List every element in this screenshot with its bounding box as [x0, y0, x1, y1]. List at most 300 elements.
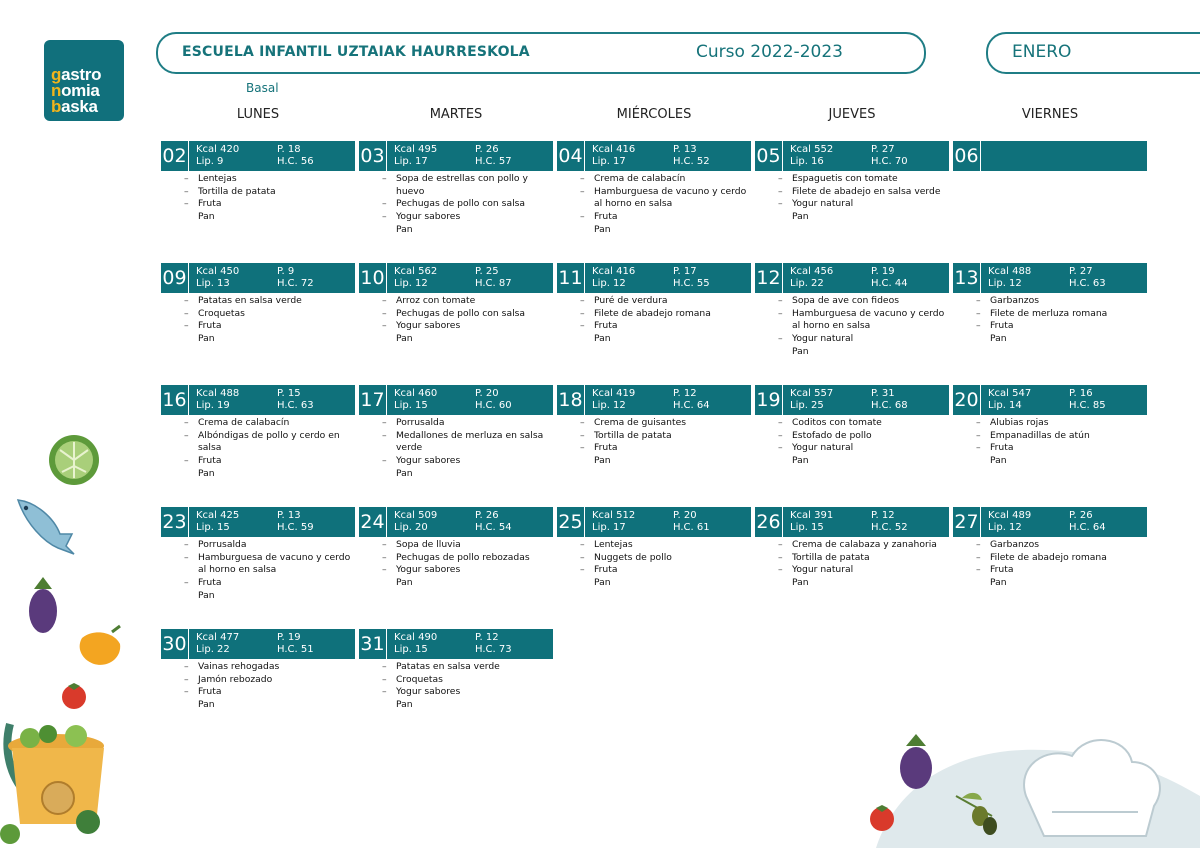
dish-item [359, 455, 553, 468]
dash-bullet-icon: – [382, 551, 387, 563]
kcal-value: Kcal 391 [790, 510, 834, 521]
dash-bullet-icon: – [184, 429, 189, 441]
dash-bullet-icon: – [778, 185, 783, 197]
dish-item [755, 333, 949, 346]
dish-name: Croquetas [396, 673, 443, 685]
dish-list [359, 661, 553, 712]
dish-name: Pan [396, 467, 413, 479]
dash-bullet-icon: – [778, 539, 783, 550]
dash-bullet-icon: – [976, 307, 981, 319]
dish-list [755, 295, 949, 359]
nutrition-bar [359, 507, 553, 537]
dish-name: Patatas en salsa verde [396, 661, 500, 672]
kcal-value: Kcal 456 [790, 266, 834, 277]
dish-name: Pechugas de pollo con salsa [396, 198, 526, 210]
eggplant-illustration-2 [896, 730, 938, 790]
protein-value: P. 9 [277, 266, 295, 277]
dash-bullet-icon: – [382, 320, 387, 332]
protein-value: P. 31 [871, 388, 895, 399]
dish-item [161, 186, 355, 199]
day-number: 26 [755, 507, 783, 537]
fish-illustration [14, 494, 76, 558]
dash-bullet-icon: – [184, 455, 189, 467]
dish-item [953, 442, 1147, 455]
lipids-value: Lip. 25 [790, 400, 824, 411]
dish-item [161, 577, 355, 590]
nutrition-bar [161, 507, 355, 537]
dish-list [953, 539, 1147, 590]
dish-item [161, 308, 355, 321]
nutrition-bar [557, 385, 751, 415]
protein-value: P. 20 [673, 510, 697, 521]
dish-name: Pan [396, 577, 413, 589]
dish-name: Pan [990, 577, 1007, 589]
protein-value: P. 27 [1069, 266, 1093, 277]
dish-name: Yogur sabores [396, 455, 461, 467]
protein-value: P. 12 [871, 510, 895, 521]
day-number: 02 [161, 141, 189, 171]
dash-bullet-icon: – [184, 686, 189, 698]
dash-bullet-icon: – [580, 320, 585, 332]
dash-bullet-icon: – [580, 442, 585, 454]
menu-day-card [755, 141, 949, 224]
protein-value: P. 27 [871, 144, 895, 155]
dish-name: Espaguetis con tomate [792, 173, 898, 184]
dish-item [953, 552, 1147, 565]
dish-name: Yogur sabores [396, 564, 461, 576]
day-number: 18 [557, 385, 585, 415]
nutrition-bar [953, 385, 1147, 415]
dish-name: Fruta [990, 442, 1014, 454]
dish-name: Nuggets de pollo [594, 551, 672, 563]
dish-item [359, 224, 553, 237]
dish-list [359, 295, 553, 346]
menu-day-card [557, 263, 751, 346]
dash-bullet-icon: – [778, 551, 783, 563]
menu-day-card [557, 141, 751, 237]
dash-bullet-icon: – [382, 211, 387, 223]
dash-bullet-icon: – [778, 333, 783, 345]
dash-bullet-icon: – [382, 455, 387, 467]
dish-name: Sopa de ave con fideos [792, 295, 899, 306]
dash-bullet-icon: – [184, 661, 189, 672]
dish-item [755, 442, 949, 455]
day-number: 23 [161, 507, 189, 537]
kcal-value: Kcal 477 [196, 632, 240, 643]
dish-name: Hamburguesa de vacuno y cerdo al horno en salsa [594, 185, 747, 210]
dish-item [359, 430, 553, 455]
carbs-value: H.C. 57 [475, 156, 512, 167]
nutrition-bar [755, 507, 949, 537]
dish-item [557, 417, 751, 430]
dish-name: Fruta [594, 320, 618, 332]
lipids-value: Lip. 14 [988, 400, 1022, 411]
kcal-value: Kcal 460 [394, 388, 438, 399]
dish-name: Fruta [594, 211, 618, 223]
dish-item [161, 173, 355, 186]
nutrition-bar [953, 507, 1147, 537]
dish-item [359, 333, 553, 346]
dish-name: Pan [396, 333, 413, 345]
dash-bullet-icon: – [580, 564, 585, 576]
day-number: 16 [161, 385, 189, 415]
kcal-value: Kcal 495 [394, 144, 438, 155]
dish-name: Tortilla de patata [792, 551, 870, 563]
kcal-value: Kcal 425 [196, 510, 240, 521]
kcal-value: Kcal 488 [988, 266, 1032, 277]
lipids-value: Lip. 12 [592, 278, 626, 289]
dash-bullet-icon: – [580, 211, 585, 223]
dash-bullet-icon: – [382, 661, 387, 672]
dish-item [557, 442, 751, 455]
nutrition-bar [557, 263, 751, 293]
nutrition-bar [359, 141, 553, 171]
dish-item [359, 198, 553, 211]
dish-item [161, 320, 355, 333]
day-number: 17 [359, 385, 387, 415]
dish-item [359, 674, 553, 687]
dish-item [161, 455, 355, 468]
kcal-value: Kcal 419 [592, 388, 636, 399]
nutrition-bar [161, 263, 355, 293]
dish-name: Pan [198, 467, 215, 479]
menu-day-card [161, 629, 355, 712]
dash-bullet-icon: – [184, 295, 189, 306]
nutrition-bar [953, 263, 1147, 293]
weekday-header-friday: VIERNES [1021, 107, 1079, 122]
dish-item [755, 308, 949, 333]
kcal-value: Kcal 420 [196, 144, 240, 155]
carbs-value: H.C. 63 [1069, 278, 1106, 289]
day-number: 31 [359, 629, 387, 659]
dish-name: Pan [198, 211, 215, 223]
protein-value: P. 26 [475, 510, 499, 521]
nutrition-bar [359, 263, 553, 293]
dish-name: Garbanzos [990, 295, 1040, 306]
lipids-value: Lip. 15 [394, 400, 428, 411]
menu-day-card [953, 263, 1147, 346]
dash-bullet-icon: – [580, 295, 585, 306]
dash-bullet-icon: – [184, 185, 189, 197]
lipids-value: Lip. 22 [790, 278, 824, 289]
protein-value: P. 19 [871, 266, 895, 277]
nutrition-bar [359, 629, 553, 659]
dash-bullet-icon: – [976, 551, 981, 563]
dish-item [755, 186, 949, 199]
gastronomia-baska-logo [44, 40, 124, 121]
carbs-value: H.C. 63 [277, 400, 314, 411]
nutrition-bar [755, 263, 949, 293]
dish-item [953, 430, 1147, 443]
protein-value: P. 26 [475, 144, 499, 155]
dish-name: Yogur natural [792, 198, 854, 210]
dish-item [755, 552, 949, 565]
dish-list [161, 661, 355, 712]
dish-item [161, 417, 355, 430]
protein-value: P. 13 [673, 144, 697, 155]
dish-item [755, 564, 949, 577]
dish-item [557, 333, 751, 346]
dish-item [755, 455, 949, 468]
dish-item [755, 539, 949, 552]
dish-name: Fruta [198, 198, 222, 210]
dish-name: Lentejas [198, 173, 237, 184]
dish-name: Pan [792, 577, 809, 589]
dish-name: Pan [594, 455, 611, 467]
dash-bullet-icon: – [382, 673, 387, 685]
dash-bullet-icon: – [778, 564, 783, 576]
month-banner [986, 32, 1200, 74]
carbs-value: H.C. 85 [1069, 400, 1106, 411]
dish-item [557, 455, 751, 468]
dish-name: Fruta [198, 455, 222, 467]
dash-bullet-icon: – [184, 673, 189, 685]
dash-bullet-icon: – [580, 539, 585, 550]
dash-bullet-icon: – [382, 307, 387, 319]
kcal-value: Kcal 552 [790, 144, 834, 155]
dish-name: Pan [396, 699, 413, 711]
lipids-value: Lip. 16 [790, 156, 824, 167]
tomato-illustration-2 [868, 802, 896, 832]
dish-name: Filete de merluza romana [990, 307, 1108, 319]
lipids-value: Lip. 9 [196, 156, 224, 167]
dash-bullet-icon: – [580, 307, 585, 319]
dish-name: Pan [594, 577, 611, 589]
day-number: 09 [161, 263, 189, 293]
menu-day-card [953, 507, 1147, 590]
dash-bullet-icon: – [976, 442, 981, 454]
dash-bullet-icon: – [778, 417, 783, 428]
dish-item [161, 468, 355, 481]
dash-bullet-icon: – [382, 198, 387, 210]
dish-name: Crema de calabacín [198, 417, 290, 428]
protein-value: P. 13 [277, 510, 301, 521]
carbs-value: H.C. 64 [673, 400, 710, 411]
menu-day-card [161, 141, 355, 224]
dash-bullet-icon: – [382, 295, 387, 306]
school-name: ESCUELA INFANTIL UZTAIAK HAURRESKOLA [182, 44, 530, 60]
dish-list [161, 417, 355, 481]
menu-day-card [359, 629, 553, 712]
protein-value: P. 12 [673, 388, 697, 399]
nutrition-bar [755, 141, 949, 171]
dish-name: Albóndigas de pollo y cerdo en salsa [198, 429, 340, 454]
menu-day-card [557, 507, 751, 590]
dish-list [557, 539, 751, 590]
day-number: 13 [953, 263, 981, 293]
carbs-value: H.C. 60 [475, 400, 512, 411]
month-name: ENERO [1012, 42, 1072, 62]
lipids-value: Lip. 12 [988, 278, 1022, 289]
dish-item [557, 577, 751, 590]
dish-list [161, 173, 355, 224]
dish-name: Pan [990, 455, 1007, 467]
dish-name: Hamburguesa de vacuno y cerdo al horno en salsa [792, 307, 945, 332]
dish-name: Fruta [594, 564, 618, 576]
nutrition-bar [755, 385, 949, 415]
title-banner [156, 32, 926, 74]
menu-day-card [953, 385, 1147, 468]
weekday-header-thursday: JUEVES [828, 107, 876, 122]
menu-day-card [953, 141, 1147, 173]
dish-list [557, 173, 751, 237]
day-number: 03 [359, 141, 387, 171]
dish-item [953, 308, 1147, 321]
dash-bullet-icon: – [778, 429, 783, 441]
dish-name: Pan [198, 333, 215, 345]
dish-name: Fruta [198, 577, 222, 589]
day-number: 12 [755, 263, 783, 293]
lipids-value: Lip. 13 [196, 278, 230, 289]
kcal-value: Kcal 557 [790, 388, 834, 399]
dish-item [161, 552, 355, 577]
dish-item [557, 564, 751, 577]
dish-item [557, 308, 751, 321]
menu-day-card [755, 263, 949, 359]
carbs-value: H.C. 52 [871, 522, 908, 533]
dish-name: Coditos con tomate [792, 417, 882, 428]
dish-item [359, 686, 553, 699]
dish-item [557, 320, 751, 333]
kcal-value: Kcal 489 [988, 510, 1032, 521]
dish-item [953, 295, 1147, 308]
day-number: 06 [953, 141, 981, 171]
carbs-value: H.C. 51 [277, 644, 314, 655]
dash-bullet-icon: – [976, 539, 981, 550]
cabbage-illustration [48, 434, 100, 486]
dish-item [953, 577, 1147, 590]
carbs-value: H.C. 72 [277, 278, 314, 289]
dish-name: Crema de calabaza y zanahoria [792, 539, 937, 550]
dish-item [557, 539, 751, 552]
dish-name: Yogur sabores [396, 686, 461, 698]
day-number: 30 [161, 629, 189, 659]
nutrition-bar [557, 507, 751, 537]
logo-line-2: nomia [51, 81, 100, 100]
dish-item [161, 333, 355, 346]
carbs-value: H.C. 68 [871, 400, 908, 411]
day-number: 05 [755, 141, 783, 171]
dish-name: Fruta [990, 320, 1014, 332]
dash-bullet-icon: – [778, 173, 783, 184]
dish-item [161, 211, 355, 224]
dish-item [953, 333, 1147, 346]
dish-list [755, 539, 949, 590]
olives-illustration [952, 786, 1000, 836]
dish-item [161, 295, 355, 308]
lipids-value: Lip. 19 [196, 400, 230, 411]
dish-name: Hamburguesa de vacuno y cerdo al horno en salsa [198, 551, 351, 576]
dish-item [953, 417, 1147, 430]
kcal-value: Kcal 509 [394, 510, 438, 521]
protein-value: P. 26 [1069, 510, 1093, 521]
protein-value: P. 12 [475, 632, 499, 643]
dish-name: Yogur natural [792, 333, 854, 345]
carbs-value: H.C. 52 [673, 156, 710, 167]
protein-value: P. 19 [277, 632, 301, 643]
dash-bullet-icon: – [184, 417, 189, 428]
dish-name: Filete de abadejo en salsa verde [792, 185, 941, 197]
dish-item [953, 455, 1147, 468]
dish-list [359, 173, 553, 237]
protein-value: P. 17 [673, 266, 697, 277]
kcal-value: Kcal 416 [592, 144, 636, 155]
dish-item [557, 173, 751, 186]
lipids-value: Lip. 17 [592, 156, 626, 167]
dish-item [557, 186, 751, 211]
dash-bullet-icon: – [580, 551, 585, 563]
dash-bullet-icon: – [976, 417, 981, 428]
dish-name: Puré de verdura [594, 295, 668, 306]
protein-value: P. 16 [1069, 388, 1093, 399]
dish-name: Fruta [594, 442, 618, 454]
menu-day-card [161, 507, 355, 603]
dish-name: Lentejas [594, 539, 633, 550]
lipids-value: Lip. 15 [790, 522, 824, 533]
course-year: Curso 2022-2023 [696, 42, 843, 62]
kcal-value: Kcal 547 [988, 388, 1032, 399]
dish-list [953, 295, 1147, 346]
dish-name: Crema de guisantes [594, 417, 687, 428]
dish-item [953, 539, 1147, 552]
weekday-header-tuesday: MARTES [429, 107, 483, 122]
dish-item [755, 211, 949, 224]
carbs-value: H.C. 54 [475, 522, 512, 533]
dish-item [161, 539, 355, 552]
menu-day-card [755, 507, 949, 590]
dash-bullet-icon: – [184, 577, 189, 589]
carbs-value: H.C. 87 [475, 278, 512, 289]
dash-bullet-icon: – [382, 686, 387, 698]
dish-name: Pan [396, 223, 413, 235]
day-number: 20 [953, 385, 981, 415]
dish-list [755, 417, 949, 468]
dish-name: Yogur sabores [396, 320, 461, 332]
dish-list [755, 173, 949, 224]
dish-item [161, 699, 355, 712]
dish-name: Yogur natural [792, 442, 854, 454]
dish-item [755, 577, 949, 590]
dash-bullet-icon: – [382, 429, 387, 441]
dish-name: Porrusalda [198, 539, 247, 550]
dash-bullet-icon: – [184, 320, 189, 332]
lipids-value: Lip. 12 [394, 278, 428, 289]
dish-name: Sopa de estrellas con pollo y huevo [396, 173, 528, 197]
dish-name: Pan [594, 333, 611, 345]
dish-item [755, 173, 949, 186]
dish-item [359, 539, 553, 552]
dish-item [359, 417, 553, 430]
dish-item [359, 564, 553, 577]
carbs-value: H.C. 55 [673, 278, 710, 289]
dash-bullet-icon: – [778, 295, 783, 306]
dish-name: Pechugas de pollo rebozadas [396, 551, 530, 563]
dish-item [359, 211, 553, 224]
dish-item [359, 577, 553, 590]
carbs-value: H.C. 56 [277, 156, 314, 167]
dish-name: Pan [792, 455, 809, 467]
lipids-value: Lip. 20 [394, 522, 428, 533]
protein-value: P. 20 [475, 388, 499, 399]
lipids-value: Lip. 22 [196, 644, 230, 655]
carbs-value: H.C. 64 [1069, 522, 1106, 533]
weekday-header-wednesday: MIÉRCOLES [616, 107, 692, 122]
day-number: 24 [359, 507, 387, 537]
menu-day-card [359, 263, 553, 346]
dish-item [755, 430, 949, 443]
menu-day-card [359, 141, 553, 237]
dish-name: Filete de abadejo romana [990, 551, 1107, 563]
